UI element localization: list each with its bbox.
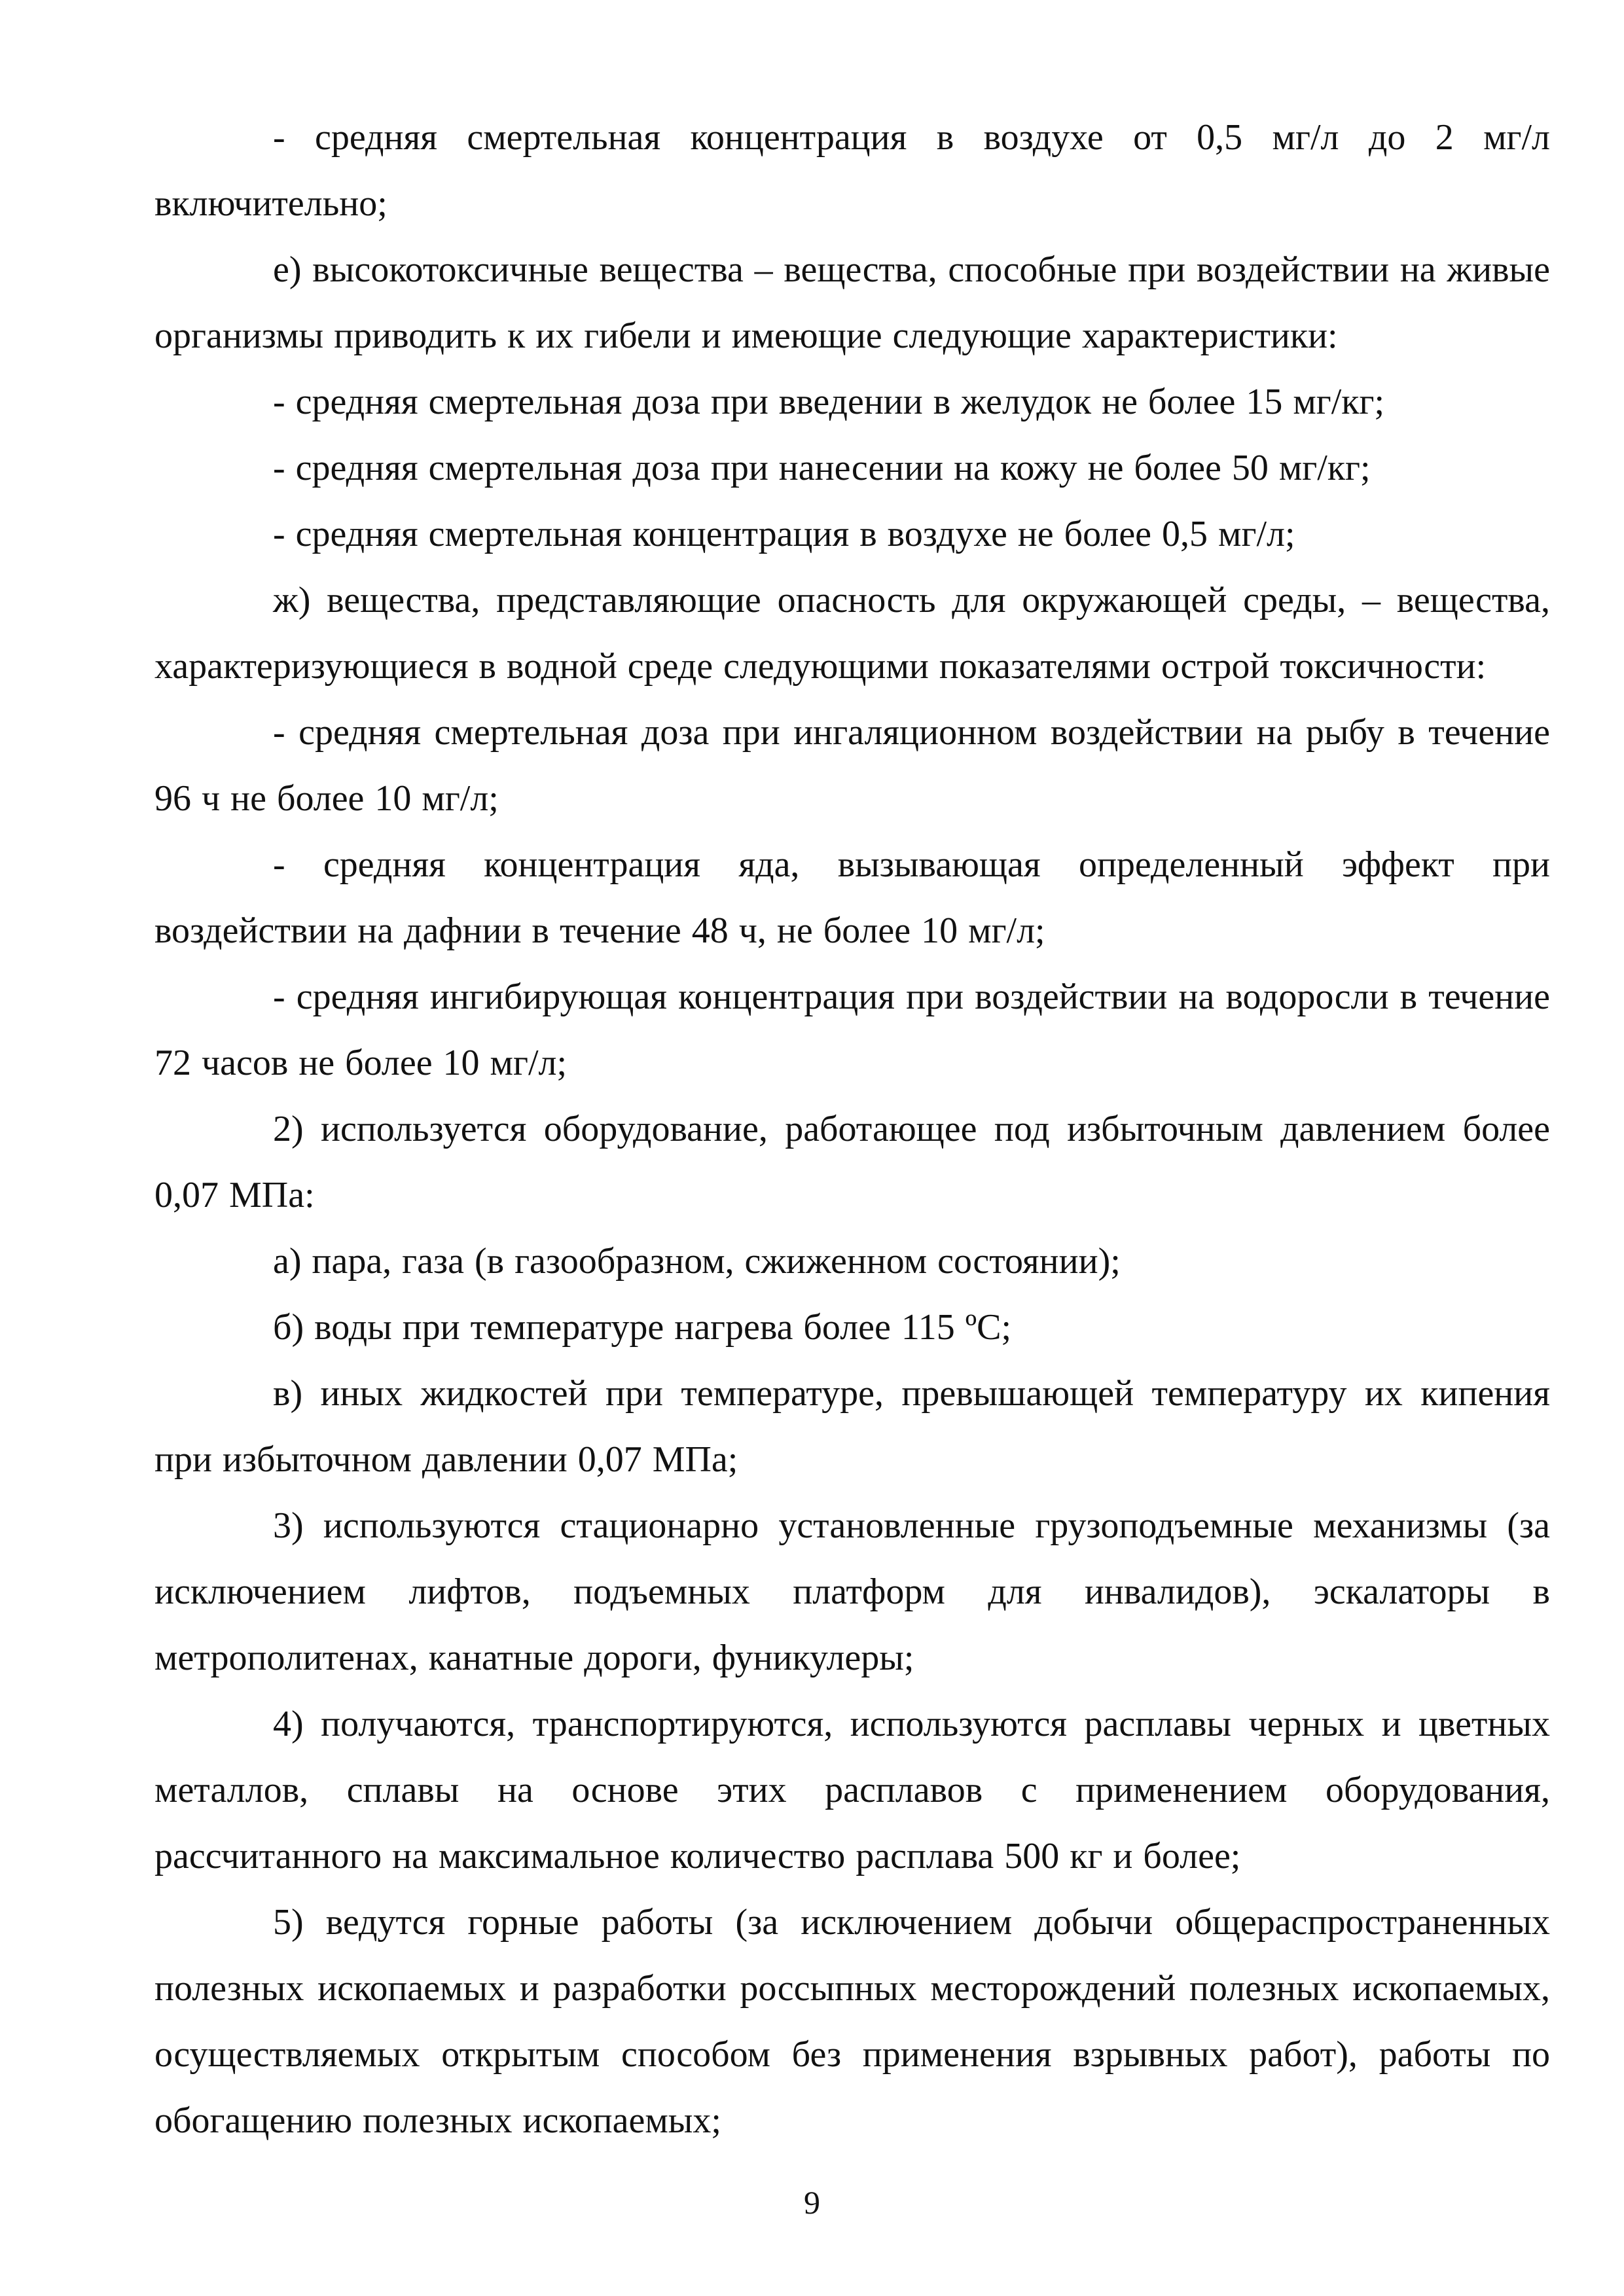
paragraph-algae-toxicity: - средняя ингибирующая концентрация при воздействии на водоросли в течение 72 часов не более 10 мг/л; <box>154 977 1550 1083</box>
paragraph-steam-gas: а) пара, газа (в газообразном, сжиженном состоянии); <box>273 1241 1121 1282</box>
page-number: 9 <box>804 2184 820 2221</box>
document-body <box>154 105 1550 2154</box>
paragraph-water-temperature: б) воды при температуре нагрева более 115 ºС; <box>273 1307 1012 1348</box>
paragraph-mining-works: 5) ведутся горные работы (за исключением добычи общераспространенных полезных ископаемых и разработки россыпных месторождений полезных ископаемых, осуществляемых открытым способом без применения взрывных работ), работы по обогащению полезных ископаемых; <box>154 1902 1550 2141</box>
paragraph-other-liquids: в) иных жидкостей при температуре, превышающей температуру их кипения при избыточном давлении 0,07 МПа; <box>154 1373 1550 1480</box>
paragraph-pressure-equipment: 2) используется оборудование, работающее под избыточным давлением более 0,07 МПа: <box>154 1109 1550 1215</box>
paragraph-daphnia-toxicity: - средняя концентрация яда, вызывающая определенный эффект при воздействии на дафнии в течение 48 ч, не более 10 мг/л; <box>154 844 1550 951</box>
paragraph-lifting-mechanisms: 3) используются стационарно установленные грузоподъемные механизмы (за исключением лифтов, подъемных платформ для инвалидов), эскалаторы в метрополитенах, канатные дороги, фуникулеры; <box>154 1505 1550 1678</box>
paragraph-metal-melts: 4) получаются, транспортируются, используются расплавы черных и цветных металлов, сплавы на основе этих расплавов с применением оборудования, рассчитанного на максимальное количество расплава 500 кг и более; <box>154 1704 1550 1876</box>
paragraph-lethal-dose-skin: - средняя смертельная доза при нанесении на кожу не более 50 мг/кг; <box>273 448 1371 488</box>
paragraph-environmental-hazard: ж) вещества, представляющие опасность для окружающей среды, – вещества, характеризующиеся в водной среде следующими показателями острой токсичности: <box>154 580 1550 687</box>
paragraph-lethal-air-concentration-max: - средняя смертельная концентрация в воздухе не более 0,5 мг/л; <box>273 514 1295 554</box>
paragraph-fish-toxicity: - средняя смертельная доза при ингаляционном воздействии на рыбу в течение 96 ч не более 10 мг/л; <box>154 712 1550 819</box>
paragraph-highly-toxic-substances: е) высокотоксичные вещества – вещества, способные при воздействии на живые организмы приводить к их гибели и имеющие следующие характеристики: <box>154 249 1550 356</box>
paragraph-lethal-air-concentration-range: - средняя смертельная концентрация в воздухе от 0,5 мг/л до 2 мг/л включительно; <box>154 117 1550 224</box>
paragraph-lethal-dose-stomach: - средняя смертельная доза при введении в желудок не более 15 мг/кг; <box>273 382 1385 422</box>
